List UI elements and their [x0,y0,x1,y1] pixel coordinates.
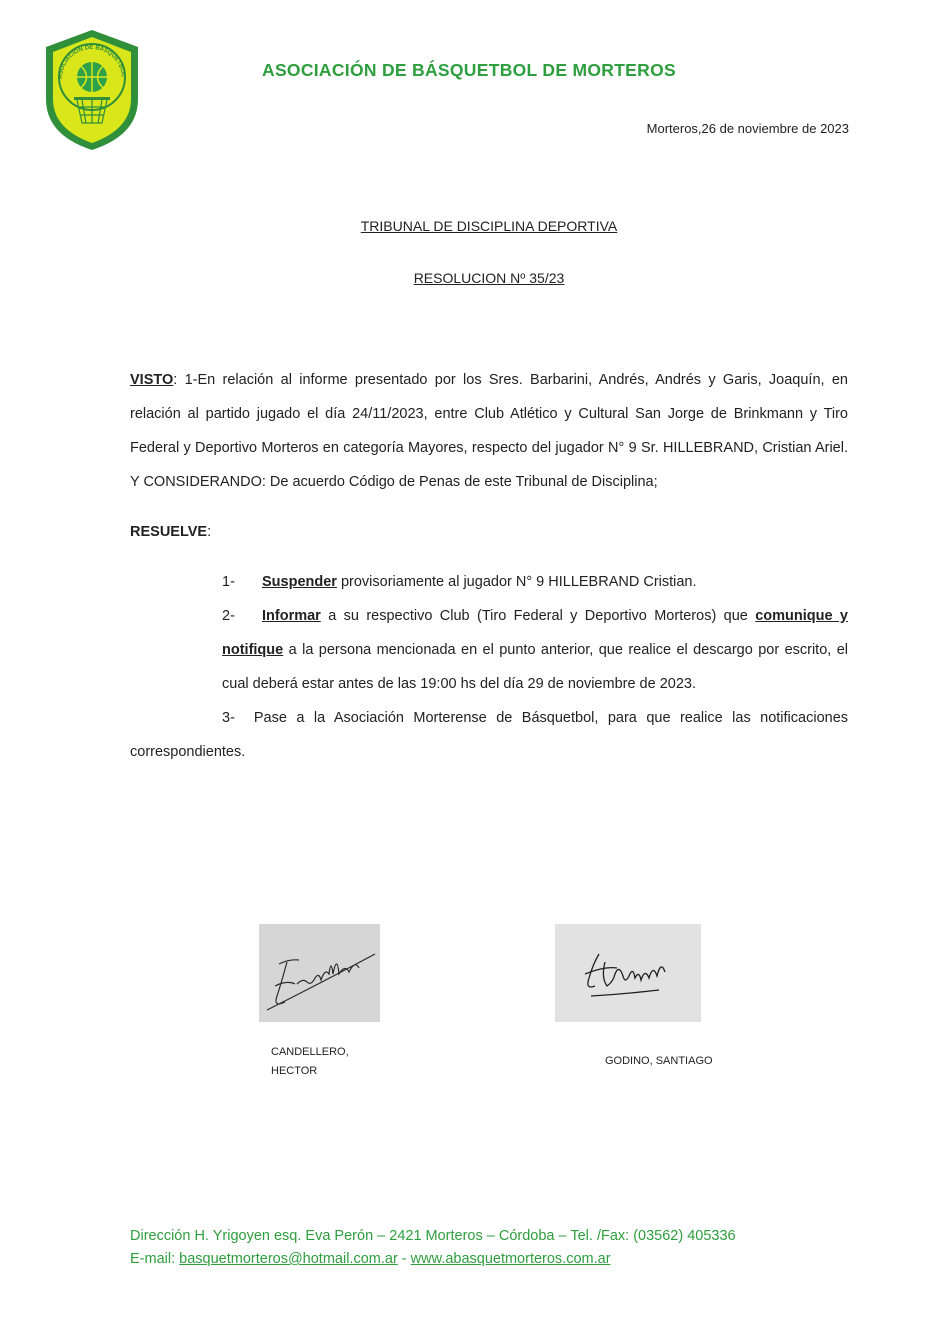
item-number: 1- [222,574,235,590]
tribunal-heading: TRIBUNAL DE DISCIPLINA DEPORTIVA [360,218,618,234]
item-text: provisoriamente al jugador N° 9 HILLEBRAND Cristian. [336,574,697,590]
organization-title: ASOCIACIÓN DE BÁSQUETBOL DE MORTEROS [262,60,676,80]
resolution-item-1 [222,565,848,599]
signatory-name-line: CANDELLERO, [271,1046,349,1058]
visto-text: : 1-En relación al informe presentado por los Sres. Barbarini, Andrés, Andrés y Garis, Joaquín, en relación al partido jugado el día 24/11/2023, entre Club Atlético y Cultural San Jorge de Brinkmann y Tiro Federal y Deportivo Morteros en categoría Mayores, respecto del jugador N° 9 Sr. HILLEBRAND, Cristian Ariel. Y CONSIDERANDO: De acuerdo Código de Penas de este Tribunal de Disciplina; [130,372,848,490]
website-link[interactable]: www.abasquetmorteros.com.ar [410,1251,611,1267]
signature-image-godino [555,924,701,1022]
visto-paragraph [130,363,848,499]
resolution-item-2 [222,599,848,701]
resuelve-heading [130,515,848,549]
item-keyword: Suspender [262,574,337,590]
item-number: 3- [222,710,235,726]
signatory-godino: GODINO, SANTIAGO [605,1055,713,1067]
svg-text:ASOCIACION DE BASQUETBOL DE MO: ASOCIACION DE BASQUETBOL [57,44,126,80]
email-link[interactable]: basquetmorteros@hotmail.com.ar [179,1251,398,1267]
association-logo [40,27,144,153]
visto-label: VISTO [130,372,174,388]
item-number: 2- [222,608,235,624]
item-text: Pase a la Asociación Morterense de Básquetbol, para que realice las notificaciones correspondientes. [130,710,849,760]
signatory-candellero [271,1043,349,1081]
resolution-number: RESOLUCION Nº 35/23 [413,270,565,286]
item-text: a su respectivo Club (Tiro Federal y Deportivo Morteros) que [320,608,756,624]
signatory-name-line: HECTOR [271,1065,318,1077]
footer-separator: - [397,1251,411,1267]
item-text-2: a la persona mencionada en el punto anterior, que realice el descargo por escrito, el cual deberá estar antes de las 19:00 hs del día 29 de noviembre de 2023. [222,642,848,692]
resolution-item-3 [130,701,848,769]
resuelve-label: RESUELVE [130,524,208,540]
email-label: E-mail: [130,1251,180,1267]
resuelve-suffix: : [207,524,212,540]
signature-image-candellero [259,924,380,1022]
item-keyword: Informar [262,608,321,624]
footer-contact [130,1251,611,1267]
document-date: Morteros,26 de noviembre de 2023 [646,121,849,136]
footer-address: Dirección H. Yrigoyen esq. Eva Perón – 2421 Morteros – Córdoba – Tel. /Fax: (03562) 405336 [130,1228,736,1244]
item-keyword-2: comunique y notifique [222,608,848,658]
